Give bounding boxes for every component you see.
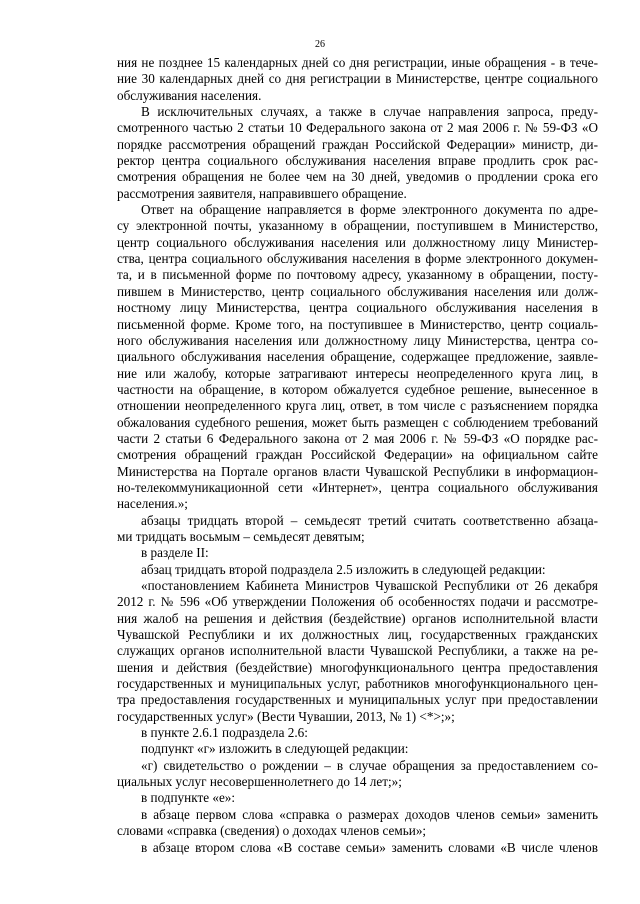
text-line: ства, центра социального обслуживания населения в форме электронного докумен- xyxy=(117,251,598,267)
text-line: ния не позднее 15 календарных дней со дня регистрации, иные обращения - в тече- xyxy=(117,55,598,70)
text-line: но-телекоммуникационной сети «Интернет», центра социального обслуживания xyxy=(117,479,598,495)
text-line: циальных услуг несовершеннолетнего до 14 лет;»; xyxy=(117,774,402,790)
text-line: в абзаце втором слова «В составе семьи» заменить словами «В числе членов xyxy=(141,839,598,855)
text-line: служащих органов исполнительной власти Чувашской Республики, а также на ре- xyxy=(117,643,598,659)
text-line: населения.»; xyxy=(117,496,188,512)
text-line: подпункт «г» изложить в следующей редакции: xyxy=(141,741,409,757)
text-line: су электронной почты, указанному в обращении, поступившем в Министерство, xyxy=(117,218,598,234)
text-line: циального обслуживания населения обращение, содержащее предложение, заявле- xyxy=(117,349,598,365)
text-line: Ответ на обращение направляется в форме электронного документа по адре- xyxy=(141,202,598,218)
text-line: центр социального обслуживания населения или должностному лицу Министер- xyxy=(117,234,598,250)
text-line: письменной форме. Кроме того, на поступившее в Министерство, центр социаль- xyxy=(117,316,598,332)
text-line: государственных услуг» (Вести Чувашии, 2013, № 1) <*>;»; xyxy=(117,708,455,724)
text-line: отношении неопределенного круга лиц, ответ, в том числе с разъяснением порядка xyxy=(117,398,598,414)
text-line: тра предоставления государственных и муниципальных услуг при предоставлении xyxy=(117,692,598,708)
text-line: частности на обращение, в котором обжалуется судебное решение, вынесенное в xyxy=(117,381,598,397)
text-line: «г) свидетельство о рождении – в случае обращения за предоставлением со- xyxy=(141,757,598,773)
text-line: части 2 статьи 6 Федерального закона от 2 мая 2006 г. № 59-ФЗ «О порядке рас- xyxy=(117,430,598,446)
text-line: ностному лицу Министерства, центра социального обслуживания населения в xyxy=(117,300,598,316)
text-line: 2012 г. № 596 «Об утверждении Положения об особенностях подачи и рассмотре- xyxy=(117,594,598,610)
text-line: в абзаце первом слова «справка о размерах доходов членов семьи» заменить xyxy=(141,806,598,822)
text-line: рассмотрения заявителя, направившего обращение. xyxy=(117,185,407,201)
text-line: Министерства на Портале органов власти Чувашской Республики в информацион- xyxy=(117,463,598,479)
text-line: обжалования судебного решения, может быть размещен с соблюдением требований xyxy=(117,414,598,430)
text-line: смотрения обращения не более чем на 30 дней, уведомив о продлении срока его xyxy=(117,169,598,185)
text-line: В исключительных случаях, а также в случае направления запроса, преду- xyxy=(141,104,598,120)
text-line: абзац тридцать второй подраздела 2.5 изложить в следующей редакции: xyxy=(141,561,546,577)
text-line: смотрения обращений граждан Российской Федерации» на официальном сайте xyxy=(117,447,598,463)
text-line: в разделе II: xyxy=(141,545,209,561)
text-line: порядке рассмотрения обращений граждан Российской Федерации» министр, ди- xyxy=(117,136,598,152)
text-line: абзацы тридцать второй – семьдесят третий считать соответственно абзаца- xyxy=(141,512,598,528)
text-line: Чувашской Республики и их должностных лиц, государственных гражданских xyxy=(117,627,598,643)
text-line: в пункте 2.6.1 подраздела 2.6: xyxy=(141,725,308,741)
document-body-text xyxy=(117,55,598,856)
text-line: ния жалоб на решения и действия (бездействие) органов исполнительной власти xyxy=(117,610,598,626)
text-line: ние 30 календарных дней со дня регистрации в Министерстве, центре социального xyxy=(117,71,598,87)
text-line: шения и действия (бездействие) многофункционального центра предоставления xyxy=(117,659,598,675)
text-line: смотренного частью 2 статьи 10 Федерального закона от 2 мая 2006 г. № 59-ФЗ «О xyxy=(117,120,598,136)
text-line: ректор центра социального обслуживания населения вправе продлить срок рас- xyxy=(117,153,598,169)
text-line: та, и в письменной форме по почтовому адресу, указанному в обращении, посту- xyxy=(117,267,598,283)
text-line: ми тридцать восьмым – семьдесят девятым; xyxy=(117,528,365,544)
text-line: обслуживания населения. xyxy=(117,87,262,103)
text-line: ние или жалобу, которые затрагивают интересы неопределенного круга лиц, в xyxy=(117,365,598,381)
text-line: ного обслуживания населения или должностному лицу Министерства, центра со- xyxy=(117,332,598,348)
text-line: «постановлением Кабинета Министров Чувашской Республики от 26 декабря xyxy=(141,578,598,593)
text-line: государственных и муниципальных услуг, работников многофункционального цен- xyxy=(117,676,598,692)
text-line: словами «справка (сведения) о доходах членов семьи»; xyxy=(117,823,427,839)
text-line: в подпункте «е»: xyxy=(141,790,236,806)
page-number: 26 xyxy=(315,39,325,50)
text-line: пившем в Министерство, центр социального обслуживания населения или долж- xyxy=(117,283,598,299)
